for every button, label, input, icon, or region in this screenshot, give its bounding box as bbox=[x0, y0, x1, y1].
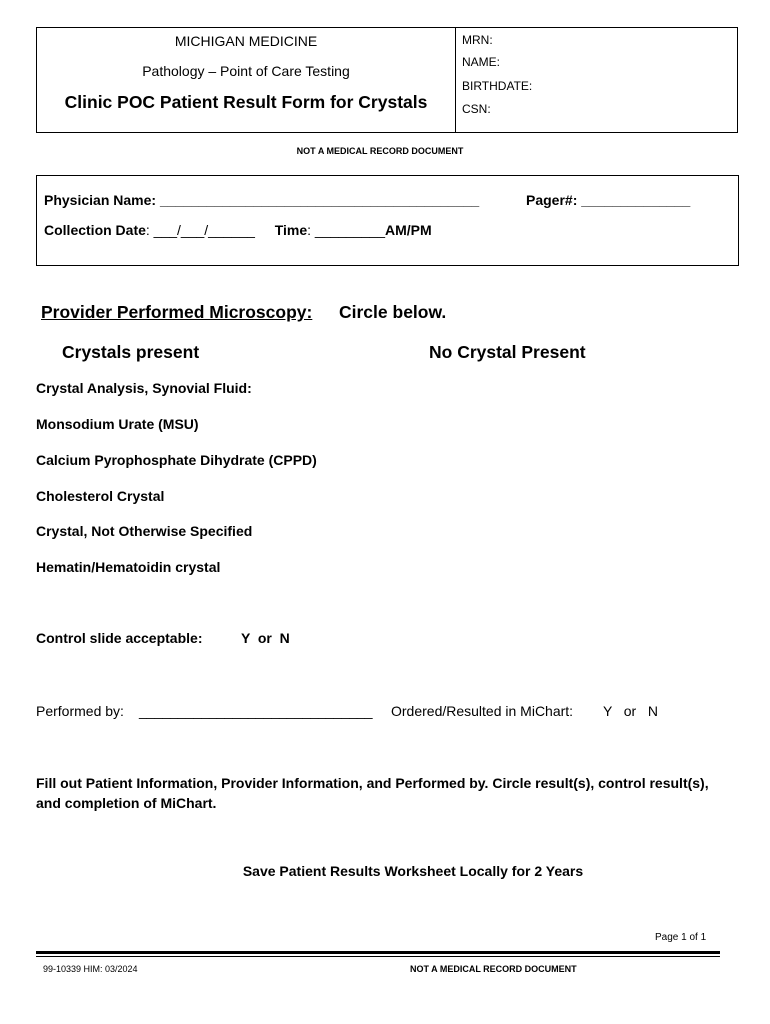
crystal-item[interactable]: Cholesterol Crystal bbox=[36, 488, 165, 504]
physician-name-label: Physician Name: bbox=[44, 192, 157, 208]
footer-rule-thin bbox=[36, 956, 720, 957]
physician-name-field[interactable]: _________________________________________ bbox=[159, 192, 480, 208]
time-label: Time bbox=[274, 222, 308, 238]
option-crystals-present[interactable]: Crystals present bbox=[62, 342, 200, 362]
collection-date-field[interactable]: : ___/___/______ bbox=[145, 222, 255, 238]
instructions-text: Fill out Patient Information, Provider Information, and Performed by. Circle result(s), control result(s), and completion of MiChart. bbox=[36, 775, 709, 811]
pager-row bbox=[526, 192, 690, 208]
crystal-item[interactable]: Crystal, Not Otherwise Specified bbox=[36, 523, 253, 539]
mrn-label: MRN: bbox=[462, 33, 493, 47]
form-title: Clinic POC Patient Result Form for Crystals bbox=[64, 92, 428, 112]
page-number: Page 1 of 1 bbox=[655, 932, 707, 943]
crystal-item: Crystal Analysis, Synovial Fluid: bbox=[36, 380, 252, 396]
notice-top: NOT A MEDICAL RECORD DOCUMENT bbox=[296, 146, 464, 156]
name-label: NAME: bbox=[462, 55, 501, 69]
microscopy-title: Provider Performed Microscopy: bbox=[41, 302, 313, 322]
pager-field[interactable]: ______________ bbox=[581, 192, 691, 208]
csn-label: CSN: bbox=[462, 102, 491, 116]
pager-label: Pager#: bbox=[526, 192, 578, 208]
performed-by-label: Performed by: bbox=[36, 703, 124, 719]
control-label: Control slide acceptable: bbox=[36, 630, 203, 646]
footer-rule bbox=[36, 951, 720, 954]
save-text: Save Patient Results Worksheet Locally for 2 Years bbox=[242, 863, 584, 879]
option-no-crystal[interactable]: No Crystal Present bbox=[429, 342, 586, 362]
crystal-item[interactable]: Monsodium Urate (MSU) bbox=[36, 416, 199, 432]
microscopy-instruction: Circle below. bbox=[339, 302, 447, 322]
performed-by-field[interactable]: ______________________________ bbox=[139, 703, 373, 719]
crystal-item[interactable]: Calcium Pyrophosphate Dihydrate (CPPD) bbox=[36, 452, 317, 468]
physician-info-box bbox=[36, 175, 739, 266]
department-name: Pathology – Point of Care Testing bbox=[142, 63, 350, 79]
michart-options[interactable]: Y or N bbox=[603, 703, 658, 719]
collection-row bbox=[44, 222, 432, 238]
form-code: 99-10339 HIM: 03/2024 bbox=[43, 964, 138, 974]
control-options[interactable]: Y or N bbox=[241, 630, 290, 646]
collection-date-label: Collection Date bbox=[44, 222, 146, 238]
crystal-item[interactable]: Hematin/Hematoidin crystal bbox=[36, 559, 221, 575]
birthdate-label: BIRTHDATE: bbox=[462, 79, 533, 93]
notice-footer: NOT A MEDICAL RECORD DOCUMENT bbox=[410, 964, 577, 974]
ampm-label: AM/PM bbox=[384, 222, 432, 238]
michart-label: Ordered/Resulted in MiChart: bbox=[391, 703, 574, 719]
time-field[interactable]: : _________ bbox=[307, 222, 385, 238]
institution-name: MICHIGAN MEDICINE bbox=[174, 33, 318, 49]
header-divider bbox=[455, 27, 456, 133]
physician-name-row bbox=[44, 192, 479, 208]
